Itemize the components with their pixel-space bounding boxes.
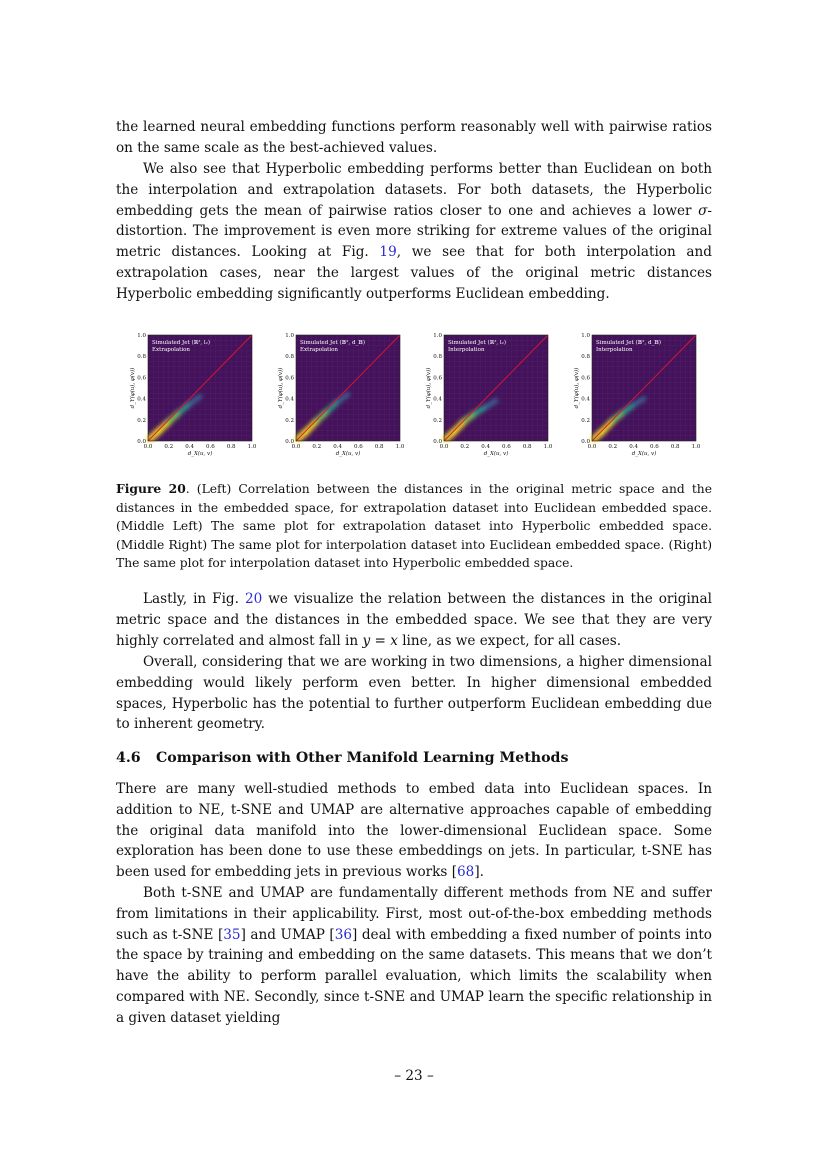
paragraph-text: There are many well-studied methods to embed data into Euclidean spaces. In addition to NE, t-SNE and UMAP are alternative approaches capable of embedding the original data manifold into the lower-dimensional Euclidean space. Some exploration has been done to use these embeddings on jets. In particular, t-SNE has been used for embedding jets in previous works [ xyxy=(116,781,712,881)
citation-36-link[interactable]: 36 xyxy=(334,926,352,943)
paragraph-text: ]. xyxy=(474,864,484,881)
y-tick-label: 1.0 xyxy=(285,333,294,339)
y-tick-label: 0.8 xyxy=(581,354,590,361)
x-axis-label: d_X(u, v) xyxy=(631,451,657,457)
paragraph-tsne-umap xyxy=(116,779,712,883)
x-tick-label: 0.0 xyxy=(439,444,449,450)
paragraph-text: we visualize the relation between the distances in the original metric space and the distances in the embedded space. We see that they are very highly correlated and almost fall in xyxy=(116,591,713,649)
x-tick-label: 0.6 xyxy=(354,444,363,450)
panel-title: Simulated Jet (ℝ², l₂) xyxy=(152,340,211,346)
y-tick-label: 0.4 xyxy=(285,396,294,403)
x-tick-label: 0.0 xyxy=(587,444,597,450)
heatmap-panel-3 xyxy=(424,330,564,460)
x-tick-label: 0.4 xyxy=(185,444,194,450)
paragraph-continued: the learned neural embedding functions perform reasonably well with pairwise ratios on the same scale as the best-achieved values. xyxy=(116,119,712,156)
section-number: 4.6 xyxy=(116,750,141,766)
paragraph-limitations xyxy=(116,883,712,1029)
paragraph-text: ] and UMAP [ xyxy=(240,926,335,943)
x-tick-label: 0.6 xyxy=(502,444,511,450)
y-axis-label: d_Y(φ(u), φ(v)) xyxy=(278,367,284,409)
x-tick-label: 0.6 xyxy=(650,444,659,450)
panel-title: Simulated Jet (𝔹², d_𝔹) xyxy=(596,340,662,346)
heatmap-panel-4 xyxy=(572,330,712,460)
panel-subtitle: Extrapolation xyxy=(300,347,338,353)
paragraph-text: Both t-SNE and UMAP are fundamentally different methods from NE and suffer from limitations in their applicability. First, most out-of-the-box embedding methods such as t-SNE [ xyxy=(116,885,712,943)
y-tick-label: 0.6 xyxy=(285,375,294,382)
y-tick-label: 0.8 xyxy=(285,354,294,361)
panel-title: Simulated Jet (ℝ², l₂) xyxy=(448,340,507,346)
x-tick-label: 0.8 xyxy=(522,444,532,450)
figure-19-link[interactable]: 19 xyxy=(379,244,397,261)
x-tick-label: 0.2 xyxy=(164,444,174,450)
y-tick-label: 0.4 xyxy=(581,396,590,403)
paragraph-hyperbolic-vs-euclidean xyxy=(116,159,712,305)
paragraph-text: Lastly, in Fig. xyxy=(143,591,245,607)
x-axis-label: d_X(u, v) xyxy=(187,451,213,457)
x-tick-label: 0.4 xyxy=(333,444,342,450)
page-number: – 23 – xyxy=(394,1068,434,1084)
x-tick-label: 1.0 xyxy=(543,444,553,450)
section-title: Comparison with Other Manifold Learning Methods xyxy=(156,750,569,766)
caption-text: . (Left) Correlation between the distances in the original metric space and the distances in the embedded space, for extrapolation dataset into Euclidean embedded space. (Middle Left) The same plot for extrapolation dataset into Hyperbolic embedded space. (Middle Right) The same plot for interpolation dataset into Euclidean embedded space. (Right) The same plot for interpolation dataset into Hyperbolic embedded space. xyxy=(116,482,713,571)
x-tick-label: 1.0 xyxy=(691,444,701,450)
x-axis-label: d_X(u, v) xyxy=(483,451,509,457)
y-tick-label: 0.0 xyxy=(137,439,146,445)
y-tick-label: 0.8 xyxy=(433,354,442,361)
paragraph-text: We also see that Hyperbolic embedding performs better than Euclidean on both the interpolation and extrapolation datasets. For both datasets, the Hyperbolic embedding gets the mean of pairwise ratios closer to one and achieves a lower xyxy=(116,161,712,219)
y-axis-label: d_Y(φ(u), φ(v)) xyxy=(574,367,580,409)
panel-subtitle: Interpolation xyxy=(448,347,485,353)
panel-subtitle: Interpolation xyxy=(596,347,633,353)
y-tick-label: 0.0 xyxy=(581,439,590,445)
y-tick-label: 1.0 xyxy=(137,333,146,339)
y-axis-label: d_Y(φ(u), φ(v)) xyxy=(130,367,136,409)
y-tick-label: 0.6 xyxy=(137,375,146,382)
heatmap-panel-2 xyxy=(276,330,416,460)
y-tick-label: 0.6 xyxy=(581,375,590,382)
x-tick-label: 0.2 xyxy=(608,444,618,450)
y-tick-label: 1.0 xyxy=(581,333,590,339)
x-tick-label: 0.0 xyxy=(143,444,153,450)
y-tick-label: 0.4 xyxy=(137,396,146,403)
x-tick-label: 0.0 xyxy=(291,444,301,450)
y-tick-label: 0.2 xyxy=(581,417,590,424)
citation-68-link[interactable]: 68 xyxy=(457,864,475,881)
heatmap-panel-1 xyxy=(128,330,268,460)
x-axis-label: d_X(u, v) xyxy=(335,451,361,457)
x-tick-label: 0.4 xyxy=(629,444,638,450)
section-heading xyxy=(116,750,568,766)
x-tick-label: 1.0 xyxy=(395,444,405,450)
paragraph-text: -distortion. The improvement is even more striking for extreme values of the original metric distances. Looking at Fig. xyxy=(116,202,712,261)
x-tick-label: 0.8 xyxy=(226,444,236,450)
x-tick-label: 0.4 xyxy=(481,444,490,450)
y-tick-label: 0.6 xyxy=(433,375,442,382)
y-tick-label: 0.4 xyxy=(433,396,442,403)
figure-20 xyxy=(116,330,712,460)
sigma-symbol: σ xyxy=(698,202,708,219)
figure-caption xyxy=(116,480,712,573)
x-tick-label: 0.8 xyxy=(374,444,384,450)
panel-subtitle: Extrapolation xyxy=(152,347,190,353)
panel-title: Simulated Jet (𝔹², d_𝔹) xyxy=(300,340,366,346)
math-y-equals-x: y = x xyxy=(362,632,398,649)
y-tick-label: 1.0 xyxy=(433,333,442,339)
paragraph-text: line, as we expect, for all cases. xyxy=(397,632,622,649)
x-tick-label: 0.8 xyxy=(670,444,680,450)
y-tick-label: 0.8 xyxy=(137,354,146,361)
paragraph-overall: Overall, considering that we are working in two dimensions, a higher dimensional embedding would likely perform even better. In higher dimensional embedded spaces, Hyperbolic has the potential to further outperform Euclidean embedding due to inherent geometry. xyxy=(116,654,712,733)
x-tick-label: 0.6 xyxy=(206,444,215,450)
y-tick-label: 0.2 xyxy=(285,417,294,424)
y-tick-label: 0.0 xyxy=(285,439,294,445)
y-tick-label: 0.2 xyxy=(433,417,442,424)
figure-20-link[interactable]: 20 xyxy=(244,591,263,607)
paragraph-text: , we see that for both interpolation and extrapolation cases, near the largest values of the original metric distances Hyperbolic embedding significantly outperforms Euclidean embedding. xyxy=(116,244,712,302)
figure-label: Figure 20 xyxy=(116,481,186,496)
x-tick-label: 1.0 xyxy=(247,444,257,450)
x-tick-label: 0.2 xyxy=(312,444,322,450)
x-tick-label: 0.2 xyxy=(460,444,470,450)
y-axis-label: d_Y(φ(u), φ(v)) xyxy=(426,367,432,409)
paragraph-text: ] deal with embedding a fixed number of points into the space by training and embedding on the same datasets. This means that we don’t have the ability to perform parallel evaluation, which limits the scalability when compared with NE. Secondly, since t-SNE and UMAP learn the specific relationship in a given dataset yielding xyxy=(116,926,712,1026)
y-tick-label: 0.0 xyxy=(433,439,442,445)
citation-35-link[interactable]: 35 xyxy=(223,926,241,943)
paragraph-figure-20 xyxy=(116,589,712,651)
y-tick-label: 0.2 xyxy=(137,417,146,424)
